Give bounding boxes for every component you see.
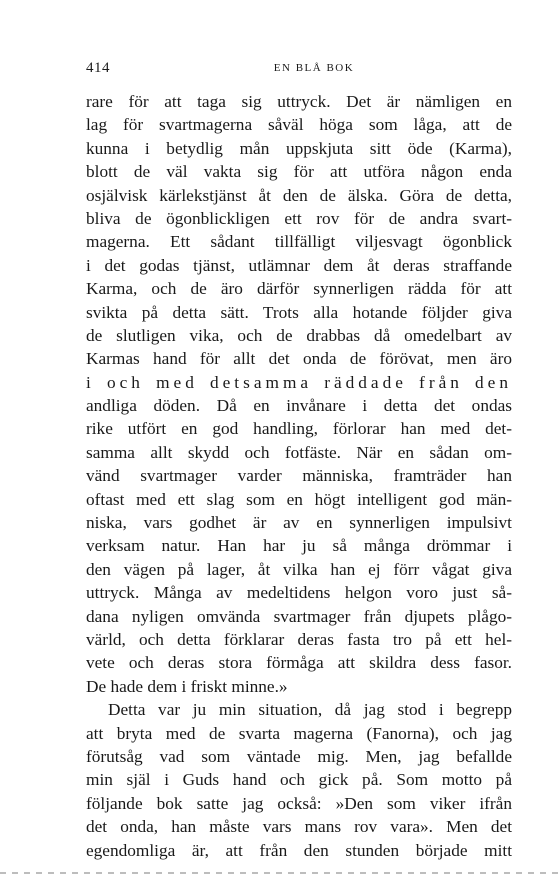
page-header <box>86 60 512 78</box>
bottom-edge-rule <box>0 872 560 874</box>
text-line: uttryck. Många av medeltidens helgon voro just så- <box>86 583 512 603</box>
text-line: min själ i Guds hand och gick på. Som motto på <box>86 770 512 790</box>
text-line: egendomliga är, att från den stunden började mitt <box>86 840 512 860</box>
text-line: andliga döden. Då en invånare i detta det ondas <box>86 396 512 416</box>
text-line: samma allt skydd och fotfäste. När en sådan om- <box>86 442 512 462</box>
page-number: 414 <box>86 60 110 76</box>
running-title: EN BLÅ BOK <box>273 62 355 74</box>
paragraph-start-line: Detta var ju min situation, då jag stod i begrepp <box>108 700 512 720</box>
text-line: värld, och detta förklarar deras fasta tro på ett hel- <box>86 629 512 649</box>
text-line: magerna. Ett sådant tillfälligt viljesvagt ögonblick <box>86 232 512 252</box>
text-line: rare för att taga sig uttryck. Det är nämligen en <box>86 92 512 111</box>
body-text <box>86 90 512 862</box>
text-line: vete och deras stora förmåga att skildra dess fasor. <box>86 653 512 673</box>
text-line: oftast med ett slag som en högt intelligent god män- <box>86 489 512 509</box>
text-line: Karma, och de äro därför synnerligen rädda för att <box>86 279 512 299</box>
text-line: Karmas hand för allt det onda de förövat, men äro <box>86 349 512 369</box>
text-line: bliva de ögonblickligen ett rov för de andra svart- <box>86 208 512 228</box>
text-line: verksam natur. Han har ju så många drömmar i <box>86 536 512 556</box>
text-line: vänd svartmager varder människa, framträder han <box>86 466 512 486</box>
text-line: niska, vars godhet är av en synnerligen impulsivt <box>86 513 512 533</box>
text-line: den vägen på lager, åt vilka han ej förr vågat giva <box>86 559 512 579</box>
text-line: lag för svartmagerna såväl höga som låga, att de <box>86 115 512 135</box>
text-line: svikta på detta sätt. Trots alla hotande följder giva <box>86 302 512 322</box>
text-line: i det godas tjänst, utlämnar dem åt deras straffande <box>86 255 512 275</box>
text-line: rike utfört en god handling, förlorar han med det- <box>86 419 512 439</box>
text-line: följande bok satte jag också: »Den som viker ifrån <box>86 793 512 813</box>
text-line-spaced: i och med detsamma räddade från den <box>86 372 512 392</box>
text-line: att bryta med de svarta magerna (Fanorna), och jag <box>86 723 512 743</box>
text-line: dana nyligen omvända svartmager från djupets plågo- <box>86 606 512 626</box>
text-line: osjälvisk kärlekstjänst åt den de älska. Göra de detta, <box>86 185 512 205</box>
text-line: det onda, han måste vars mans rov vara». Men det <box>86 817 512 837</box>
text-line: kunna i betydlig mån uppskjuta sitt öde (Karma), <box>86 138 512 158</box>
text-line: förutsåg vad som väntade mig. Men, jag befallde <box>86 746 512 766</box>
text-line: de slutligen vika, och de drabbas då omedelbart av <box>86 325 512 345</box>
text-line: blott de väl vakta sig för att utföra någon enda <box>86 162 512 182</box>
paragraph-end-line: De hade dem i friskt minne.» <box>86 676 288 696</box>
